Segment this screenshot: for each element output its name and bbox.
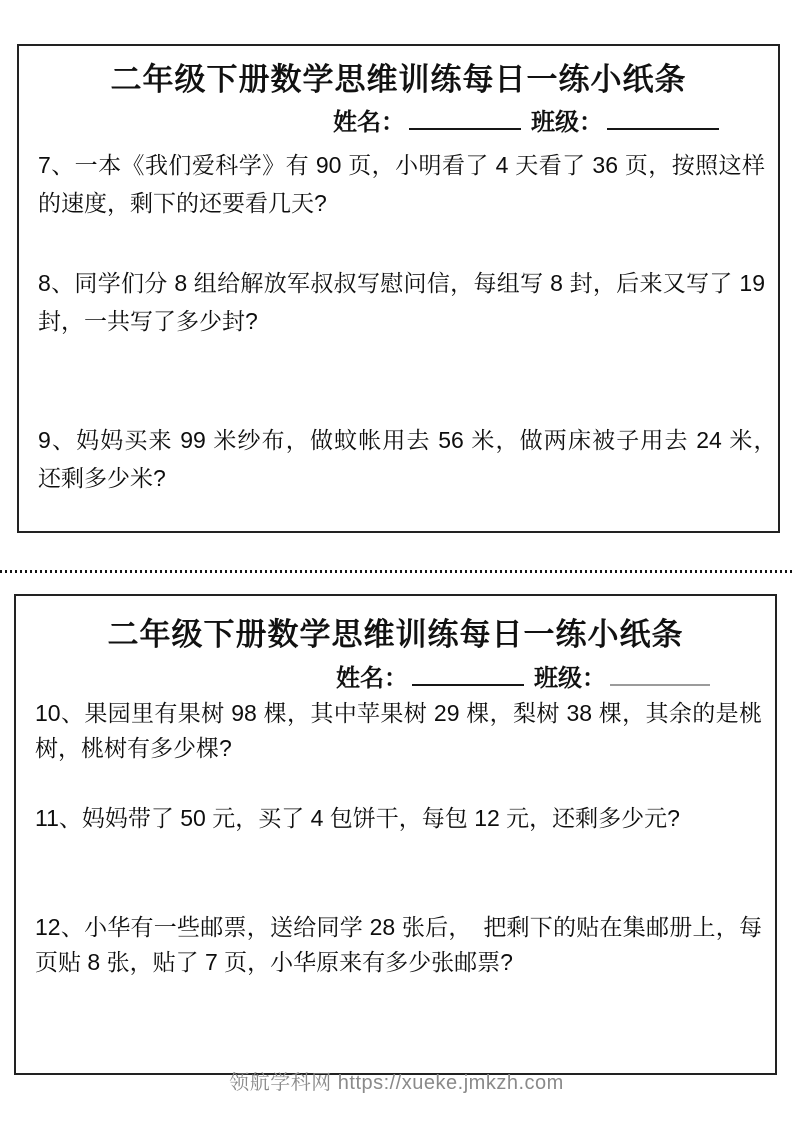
name-blank-line — [409, 106, 521, 130]
class-blank-line — [610, 662, 710, 686]
question-12: 12、小华有一些邮票，送给同学 28 张后， 把剩下的贴在集邮册上，每页贴 8 张，贴了 7 页，小华原来有多少张邮票? — [35, 914, 762, 975]
class-blank-line — [607, 106, 719, 130]
question-10: 10、果园里有果树 98 棵，其中苹果树 29 棵，梨树 38 棵，其余的是桃树，桃树有多少棵? — [35, 700, 762, 761]
question-11: 11、妈妈带了 50 元，买了 4 包饼干，每包 12 元，还剩多少元? — [35, 805, 680, 831]
worksheet-title: 二年级下册数学思维训练每日一练小纸条 — [110, 62, 687, 97]
question-8: 8、同学们分 8 组给解放军叔叔写慰问信，每组写 8 封，后来又写了 19 封，一共写了多少封? — [38, 270, 765, 334]
worksheet-card-1 — [17, 44, 788, 533]
class-label: 班级： — [531, 109, 603, 136]
name-class-row — [333, 102, 729, 137]
name-class-row — [336, 658, 720, 693]
worksheet-title: 二年级下册数学思维训练每日一练小纸条 — [107, 617, 684, 652]
name-label: 姓名： — [336, 665, 408, 692]
worksheet-card-2 — [14, 594, 777, 1075]
name-blank-line — [412, 662, 524, 686]
class-label: 班级： — [534, 665, 606, 692]
dotted-cut-line — [0, 570, 793, 573]
watermark-text: 领航学科网 https://xueke.jmkzh.com — [229, 1072, 564, 1094]
question-7: 7、一本《我们爱科学》有 90 页，小明看了 4 天看了 36 页，按照这样的速度，剩下的还要看几天? — [38, 152, 765, 216]
question-9: 9、妈妈买来 99 米纱布，做蚊帐用去 56 米，做两床被子用去 24 米， 还剩多少米? — [38, 427, 788, 491]
name-label: 姓名： — [333, 109, 405, 136]
